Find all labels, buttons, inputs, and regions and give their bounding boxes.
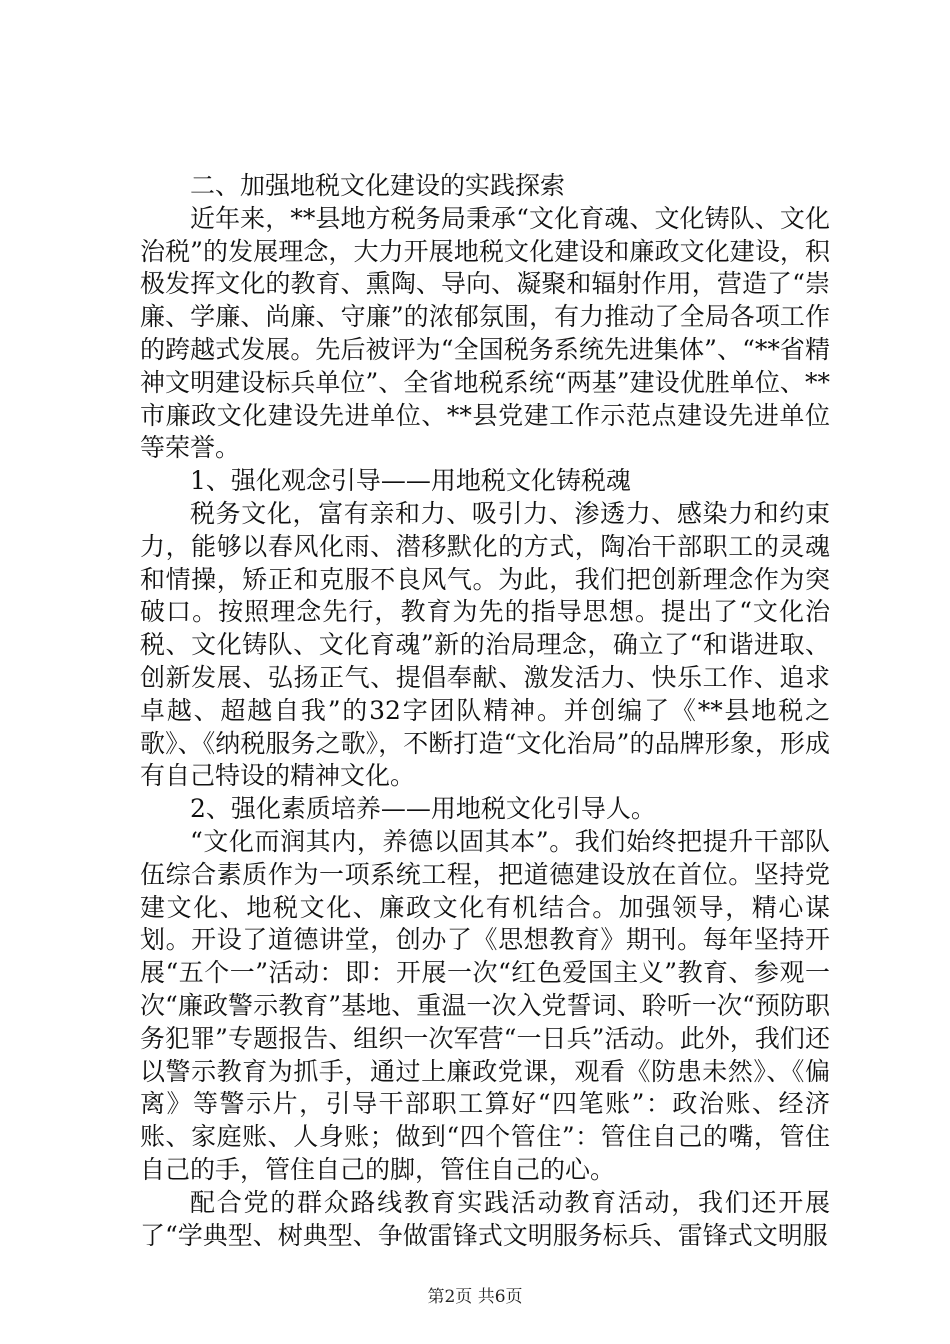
body-paragraph: 配合党的群众路线教育实践活动教育活动，我们还开展了“学典型、树典型、争做雷锋式文明服务标兵、雷锋式文明服 [140, 1187, 830, 1250]
subsection-heading: 2、强化素质培养——用地税文化引导人。 [190, 794, 656, 824]
body-paragraph: “文化而润其内，养德以固其本”。我们始终把提升干部队伍综合素质作为一项系统工程，把道德建设放在首位。坚持党建文化、地税文化、廉政文化有机结合。加强领导，精心谋划。开设了道德讲堂，创办了《思想教育》期刊。每年坚持开展“五个一”活动：即：开展一次“红色爱国主义”教育、参观一次“廉政警示教育”基地、重温一次入党誓词、聆听一次“预防职务犯罪”专题报告、组织一次军营“一日兵”活动。此外，我们还以警示教育为抓手，通过上廉政党课，观看《防患未然》、《偏离》等警示片，引导干部职工算好“四笔账”：政治账、经济账、家庭账、人身账；做到“四个管住”：管住自己的嘴，管住自己的手，管住自己的脚，管住自己的心。 [140, 826, 830, 1184]
subsection-heading: 1、强化观念引导——用地税文化铸税魂 [190, 466, 631, 496]
page-footer: 第2页 共6页 [427, 1287, 523, 1307]
body-paragraph: 税务文化，富有亲和力、吸引力、渗透力、感染力和约束力，能够以春风化雨、潜移默化的方式，陶冶干部职工的灵魂和情操，矫正和克服不良风气。为此，我们把创新理念作为突破口。按照理念先行，教育为先的指导思想。提出了“文化治税、文化铸队、文化育魂”新的治局理念，确立了“和谐进取、创新发展、弘扬正气、提倡奉献、激发活力、快乐工作、追求卓越、超越自我”的32字团队精神。并创编了《**县地税之歌》、《纳税服务之歌》，不断打造“文化治局”的品牌形象，形成有自己特设的精神文化。 [140, 498, 830, 791]
section-heading: 二、加强地税文化建设的实践探索 [190, 171, 566, 200]
body-paragraph: 近年来，**县地方税务局秉承“文化育魂、文化铸队、文化治税”的发展理念，大力开展地税文化建设和廉政文化建设，积极发挥文化的教育、熏陶、导向、凝聚和辐射作用，营造了“崇廉、学廉、尚廉、守廉”的浓郁氛围，有力推动了全局各项工作的跨越式发展。先后被评为“全国税务系统先进集体”、“**省精神文明建设标兵单位”、全省地税系统“两基”建设优胜单位、**市廉政文化建设先进单位、**县党建工作示范点建设先进单位等荣誉。 [140, 203, 830, 463]
document-body [140, 170, 830, 1252]
